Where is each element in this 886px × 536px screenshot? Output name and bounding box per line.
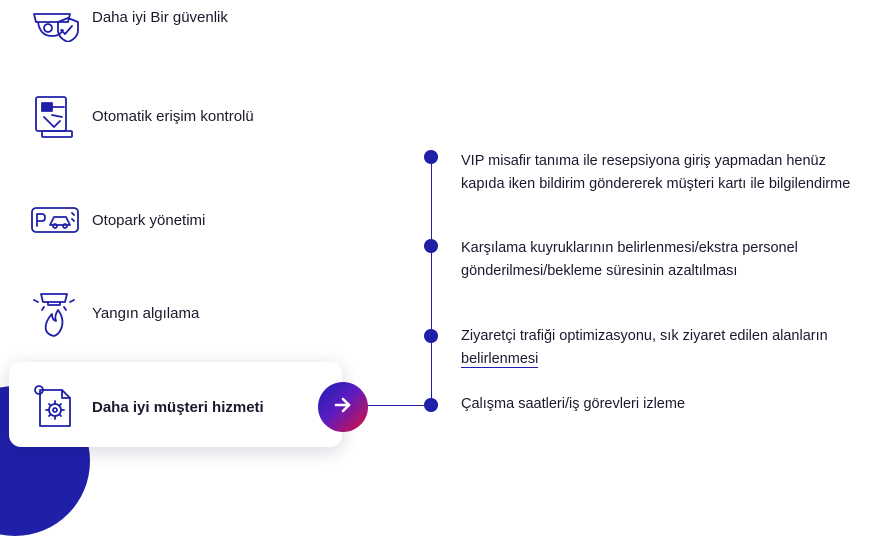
fire-detector-icon [30, 288, 80, 338]
menu-item-label: Daha iyi müşteri hizmeti [92, 398, 264, 416]
security-camera-shield-icon [30, 0, 80, 42]
menu-item-security[interactable] [30, 0, 228, 42]
detail-item-text: Ziyaretçi trafiği optimizasyonu, sık ziyaret edilen alanların [461, 328, 828, 344]
menu-item-parking[interactable] [30, 195, 205, 245]
connector-horizontal-line [368, 405, 431, 406]
customer-service-gear-icon [30, 382, 80, 432]
timeline-dot [424, 398, 438, 412]
detail-item-underlined-text: belirlenmesi [461, 350, 539, 367]
detail-item [461, 325, 871, 370]
detail-item: VIP misafir tanıma ile resepsiyona giriş yapmadan henüz kapıda iken bildirim göndererek müşteri kartı ile bilgilendirme [461, 153, 851, 192]
timeline-dot [424, 329, 438, 343]
menu-item-label: Otomatik erişim kontrolü [92, 107, 254, 125]
parking-icon [30, 195, 80, 245]
timeline-vertical-line [431, 157, 432, 405]
timeline-dot [424, 150, 438, 164]
detail-item: Çalışma saatleri/iş görevleri izleme [461, 396, 686, 412]
menu-item-label: Daha iyi Bir güvenlik [92, 8, 228, 26]
access-control-icon [30, 91, 80, 141]
menu-item-label: Otopark yönetimi [92, 211, 206, 229]
menu-item-label: Yangın algılama [92, 304, 200, 322]
menu-item-customer-service[interactable] [30, 382, 264, 432]
menu-item-fire-detection[interactable] [30, 288, 199, 338]
arrow-right-button[interactable] [318, 382, 368, 432]
detail-item: Karşılama kuyruklarının belirlenmesi/ekstra personel gönderilmesi/bekleme süresinin azaltılması [461, 240, 798, 279]
arrow-right-icon [332, 394, 354, 421]
menu-item-access-control[interactable] [30, 91, 254, 141]
timeline-dot [424, 239, 438, 253]
